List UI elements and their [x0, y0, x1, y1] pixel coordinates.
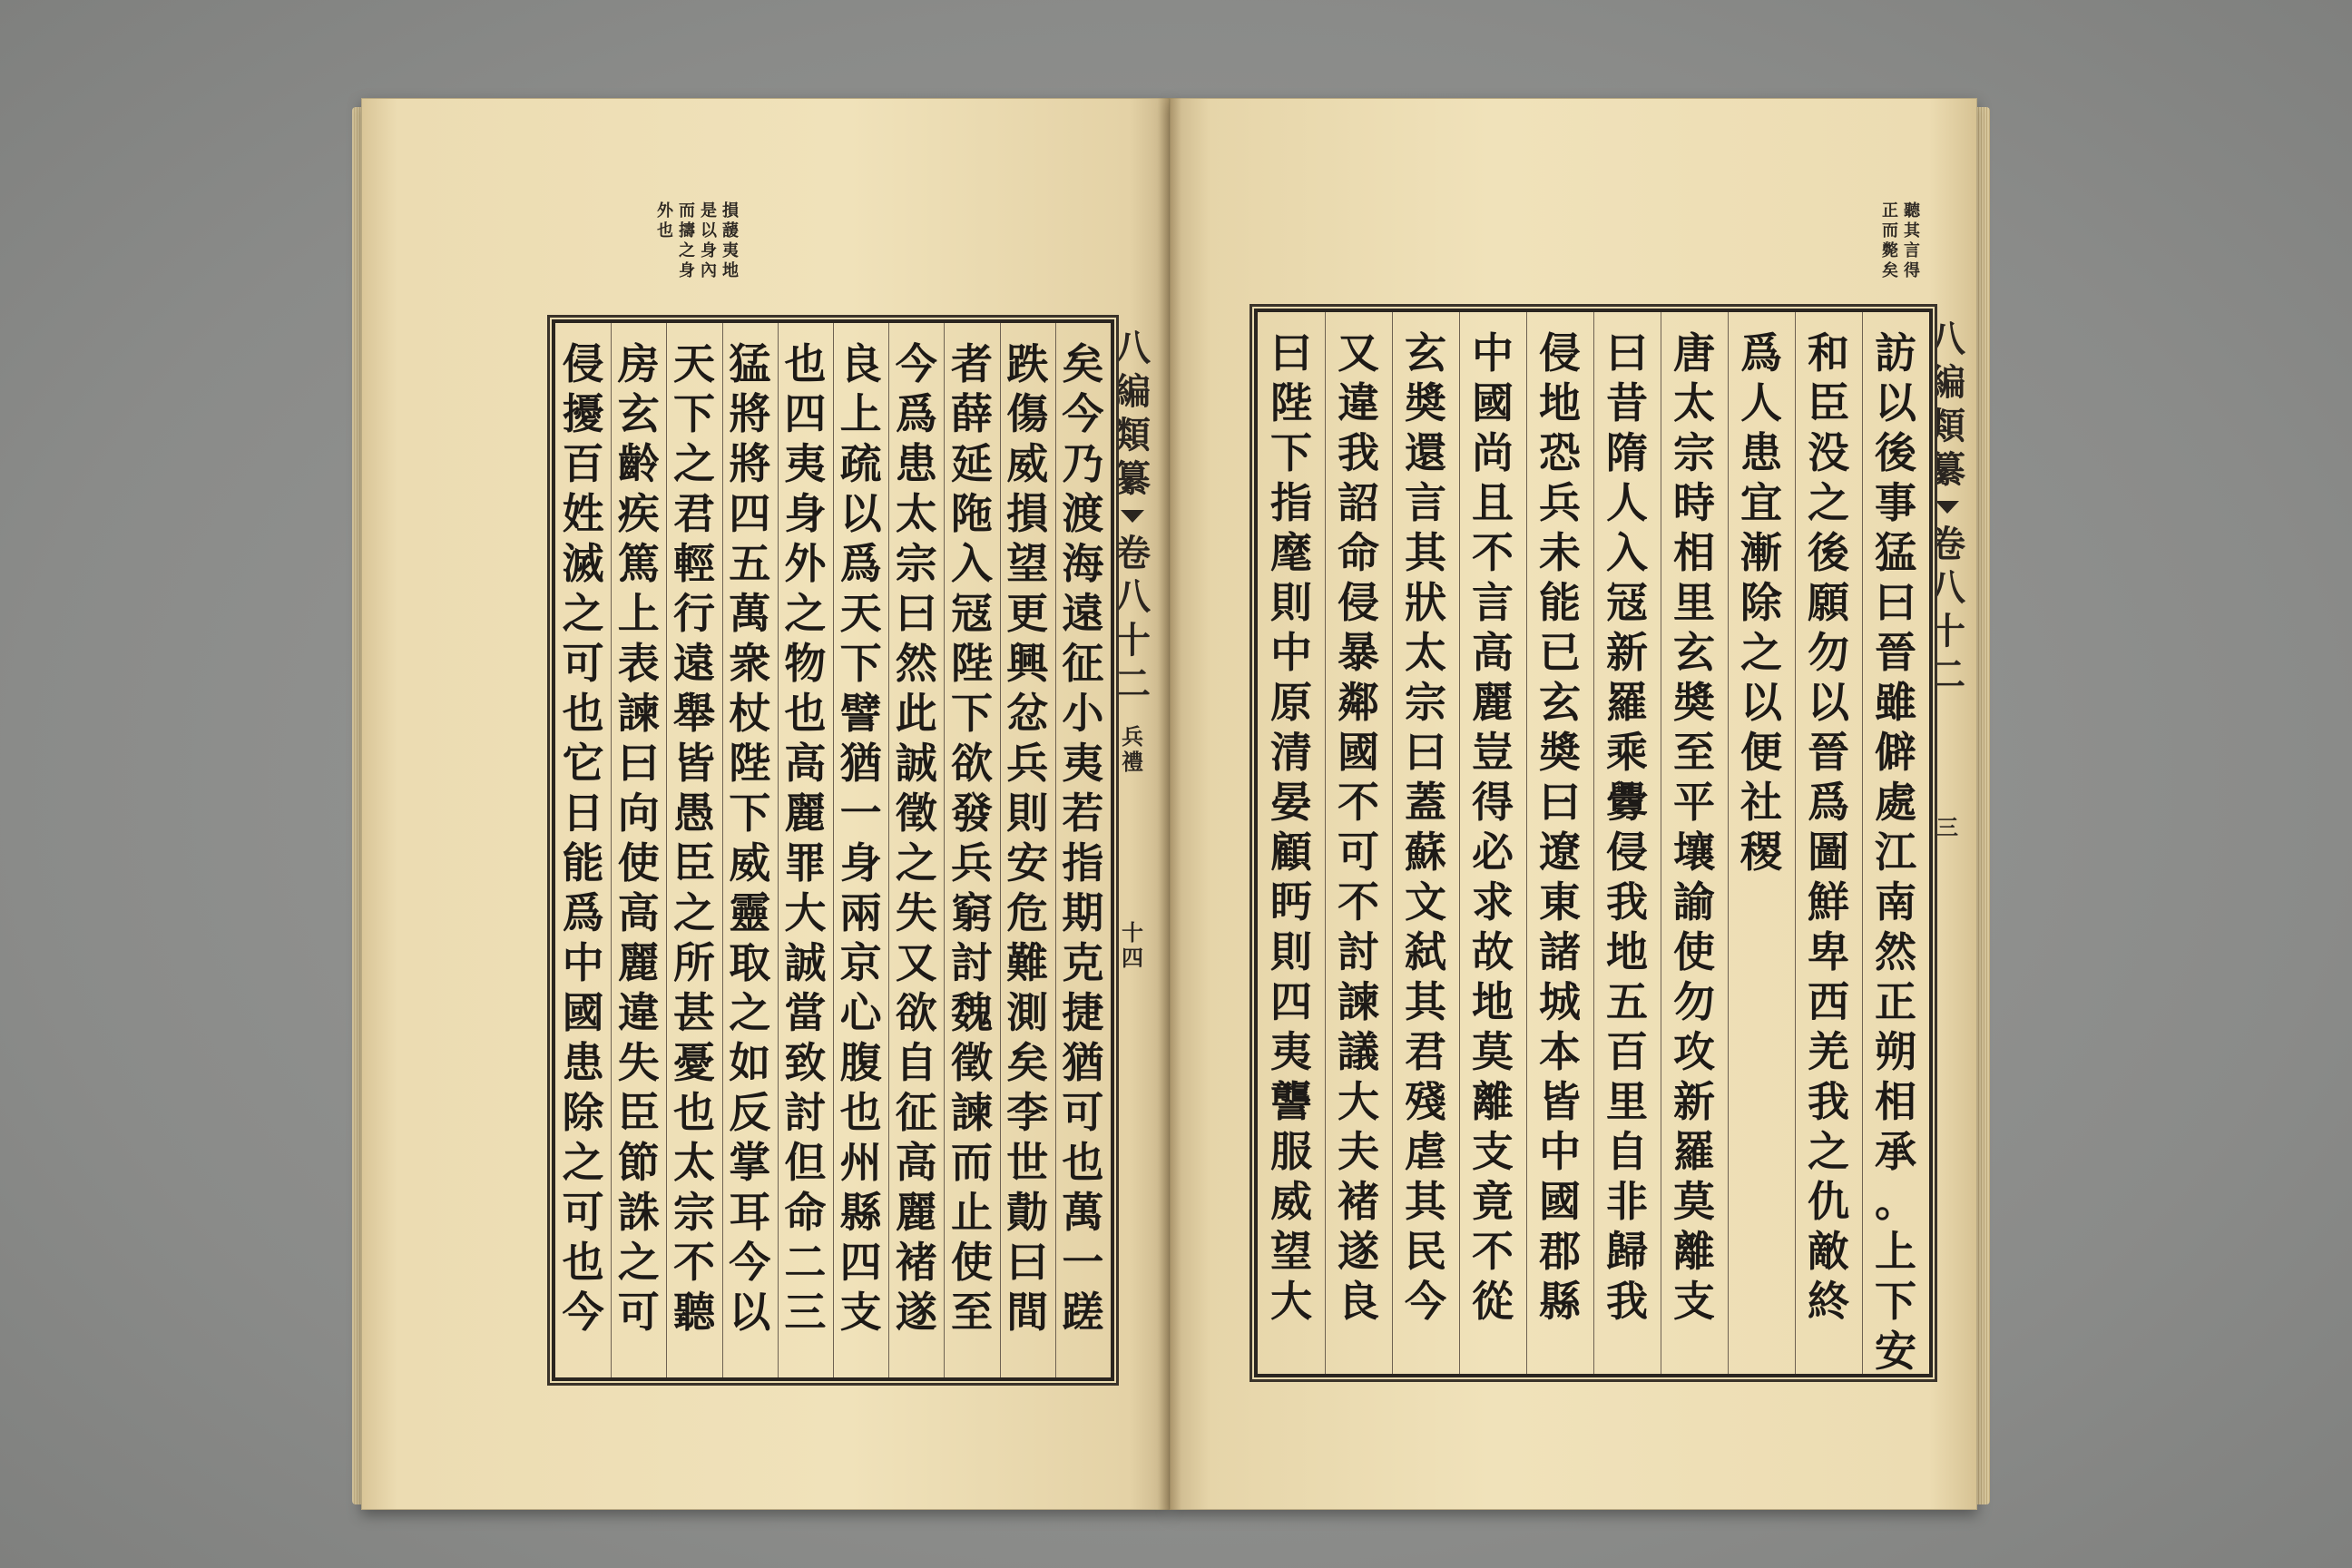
column-rule: [778, 323, 779, 1377]
text-column: 玄 奬 還 言 其 狀 太 宗 曰 蓋 蘇 文 弑 其 君 殘 虐 其 民 今: [1405, 328, 1446, 1326]
column-rule: [944, 323, 945, 1377]
column-rule: [888, 323, 889, 1377]
column-rule: [1593, 312, 1594, 1374]
left-text-columns: [555, 339, 1111, 1377]
column-rule: [666, 323, 667, 1377]
column-rule: [1459, 312, 1460, 1374]
banxin-folio: 三: [1936, 814, 1958, 840]
banxin-title: 八 編 類 纂: [1114, 327, 1151, 500]
text-column: 中 國 尚 且 不 言 高 麗 豈 得 必 求 故 地 莫 離 支 竟 不 從: [1472, 328, 1514, 1326]
text-column: 者 薛 延 陁 入 冦 陛 下 欲 發 兵 窮 討 魏 徵 諫 而 止 使 至: [951, 339, 993, 1337]
fishtail-mark: [1121, 510, 1144, 523]
margin-note-column: 聽 其 言 得: [1904, 201, 1920, 280]
column-rule: [722, 323, 723, 1377]
text-column: 唐 太 宗 時 相 里 玄 奬 至 平 壤 諭 使 勿 攻 新 羅 莫 離 支: [1673, 328, 1715, 1326]
margin-note-column: 是 以 身 內: [701, 201, 717, 280]
right-text-columns: [1258, 328, 1929, 1374]
text-column: 曰 陛 下 指 麾 則 中 原 清 晏 顧 眄 則 四 夷 讋 服 威 望 大: [1270, 328, 1312, 1326]
text-column: 良 上 疏 以 爲 天 下 譬 猶 一 身 兩 京 心 腹 也 州 縣 四 支: [839, 339, 882, 1337]
right-text-frame: [1254, 309, 1933, 1377]
banxin-folio: 十 四: [1122, 919, 1143, 971]
column-rule: [1862, 312, 1863, 1374]
left-banxin: [1114, 327, 1151, 971]
column-rule: [1325, 312, 1326, 1374]
text-column: 跌 傷 威 損 望 更 興 忿 兵 則 安 危 難 測 矣 李 世 勣 曰 間: [1006, 339, 1049, 1337]
text-column: 爲 人 患 宜 漸 除 之 以 便 社 稷: [1740, 328, 1782, 877]
margin-note-column: 外 也: [657, 201, 673, 240]
text-column: 和 臣 没 之 後 願 勿 以 晉 爲 圖 鮮 卑 西 羌 我 之 仇 敵 終: [1808, 328, 1849, 1326]
column-rule: [1728, 312, 1729, 1374]
column-rule: [1055, 323, 1056, 1377]
column-rule: [1392, 312, 1393, 1374]
text-column: 侵 擾 百 姓 滅 之 可 也 它 日 能 爲 中 國 患 除 之 可 也 今: [562, 339, 604, 1337]
text-column: 猛 將 將 四 五 萬 衆 杖 陛 下 威 靈 取 之 如 反 掌 耳 今 以: [729, 339, 771, 1337]
margin-note-column: 而 擣 之 身: [679, 201, 695, 280]
text-column: 今 爲 患 太 宗 曰 然 此 誠 徵 之 失 又 欲 自 征 高 麗 褚 遂: [895, 339, 937, 1337]
banxin-title: 八 編 類 纂: [1929, 318, 1965, 491]
text-column: 又 違 我 詔 命 侵 暴 鄰 國 不 可 不 討 諫 議 大 夫 褚 遂 良: [1338, 328, 1379, 1326]
banxin-section: 兵 禮: [1122, 723, 1143, 775]
right-banxin: [1929, 318, 1965, 840]
column-rule: [1795, 312, 1796, 1374]
left-text-frame: [552, 319, 1114, 1381]
margin-note-column: 正 而 斃 矣: [1882, 201, 1898, 280]
text-column: 也 四 夷 身 外 之 物 也 高 麗 罪 大 誠 當 致 討 但 命 二 三: [784, 339, 827, 1337]
column-rule: [1000, 323, 1001, 1377]
text-column: 天 下 之 君 輕 行 遠 舉 皆 愚 臣 之 所 甚 憂 也 太 宗 不 聽: [673, 339, 715, 1337]
banxin-volume: 卷 八 十 二: [1114, 532, 1151, 705]
margin-note-column: 損 蘐 夷 地: [722, 201, 739, 280]
banxin-volume: 卷 八 十 二: [1929, 523, 1965, 696]
fishtail-mark: [1936, 501, 1959, 514]
text-column: 矣 今 乃 渡 海 遠 征 小 夷 若 指 期 克 捷 猶 可 也 萬 一 蹉: [1062, 339, 1104, 1337]
column-rule: [611, 323, 612, 1377]
column-rule: [833, 323, 834, 1377]
text-column: 曰 昔 隋 人 入 冦 新 羅 乘 釁 侵 我 地 五 百 里 自 非 歸 我: [1606, 328, 1648, 1326]
text-column: 侵 地 恐 兵 未 能 已 玄 奬 曰 遼 東 諸 城 本 皆 中 國 郡 縣: [1539, 328, 1581, 1326]
text-column: 訪 以 後 事 猛 曰 晉 雖 僻 處 江 南 然 正 朔 相 承 。 上 下 安: [1875, 328, 1916, 1376]
text-column: 房 玄 齡 疾 篤 上 表 諫 曰 向 使 高 麗 違 失 臣 節 誅 之 可: [617, 339, 660, 1337]
column-rule: [1526, 312, 1527, 1374]
book-gutter: [1158, 98, 1181, 1510]
